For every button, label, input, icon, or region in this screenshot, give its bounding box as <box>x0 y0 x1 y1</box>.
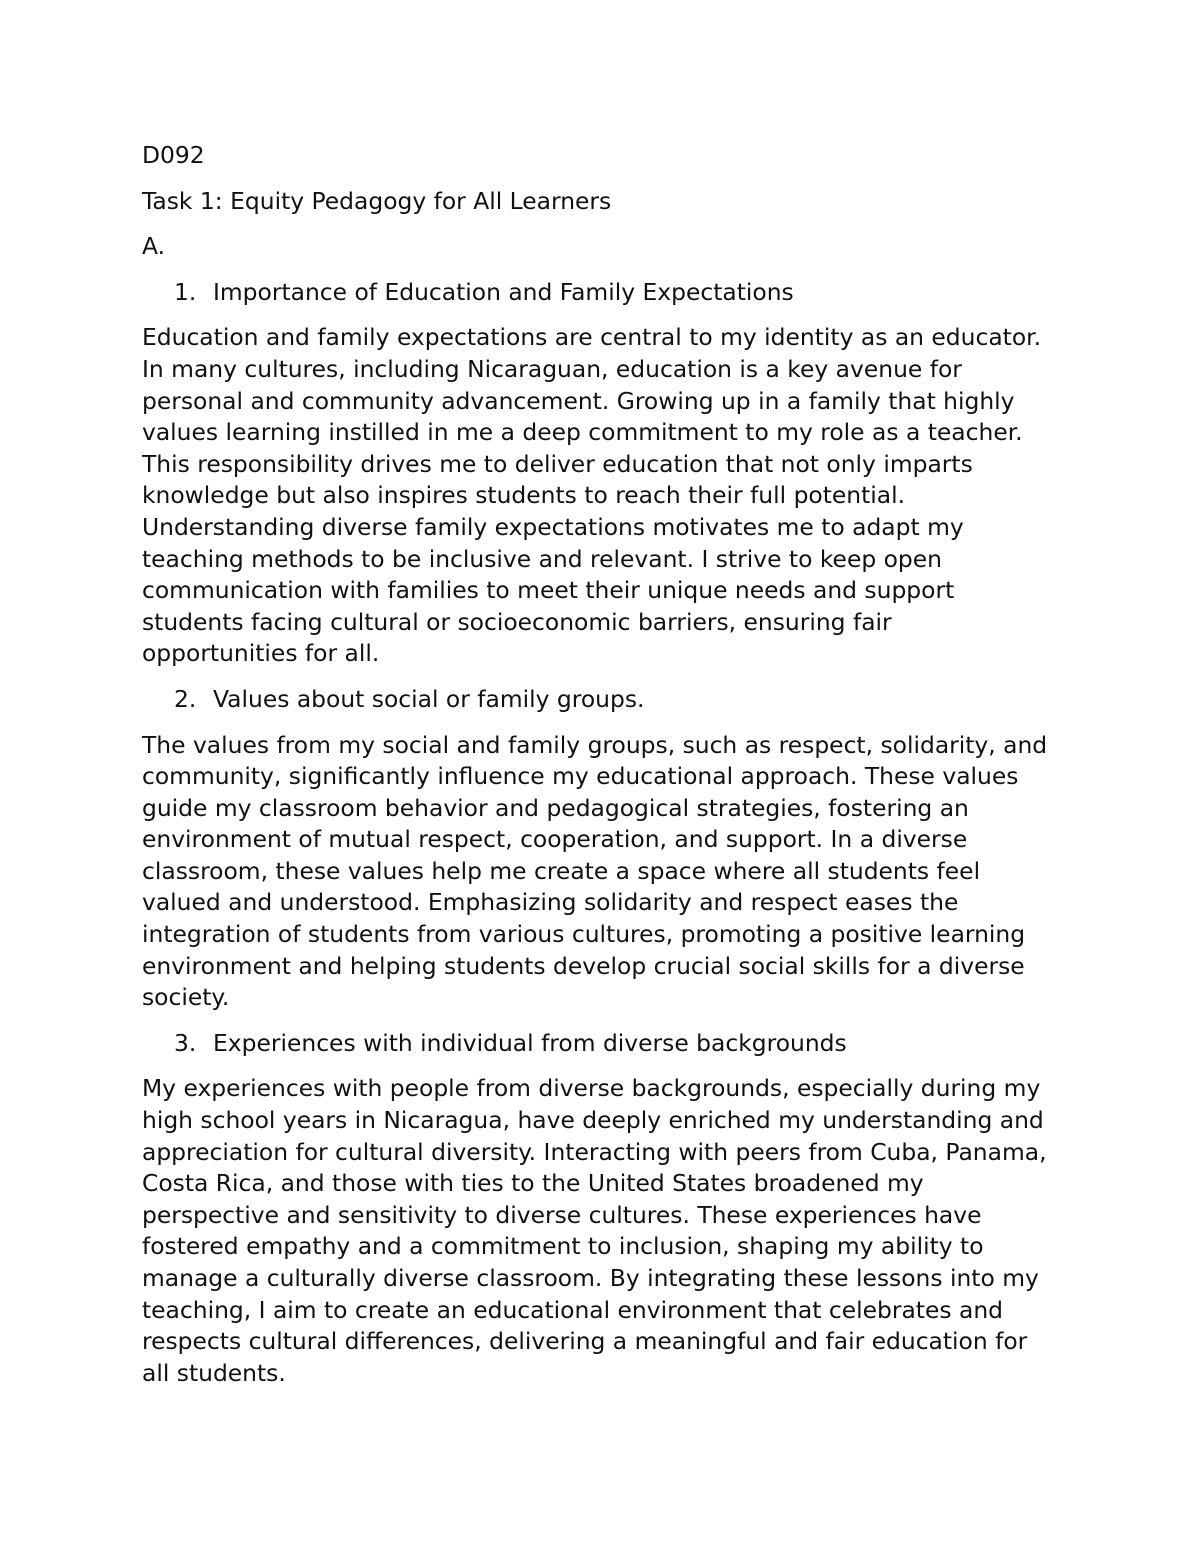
section-heading-text: Importance of Education and Family Expectations <box>213 277 794 306</box>
section-number: 1. <box>174 277 197 306</box>
paragraph-line: integration of students from various cultures, promoting a positive learning <box>142 920 1026 949</box>
paragraph-line: The values from my social and family groups, such as respect, solidarity, and <box>142 730 1048 759</box>
paragraph-line: teaching methods to be inclusive and relevant. I strive to keep open <box>142 544 942 573</box>
paragraph-line: respects cultural differences, delivering a meaningful and fair education for <box>142 1327 1028 1356</box>
paragraph-line: manage a culturally diverse classroom. By integrating these lessons into my <box>142 1264 1039 1292</box>
paragraph-line: students facing cultural or socioeconomic barriers, ensuring fair <box>142 607 892 636</box>
section-label: A. <box>142 232 166 261</box>
paragraph-line: communication with families to meet their unique needs and support <box>142 576 955 605</box>
paragraph-line: appreciation for cultural diversity. Interacting with peers from Cuba, Panama, <box>142 1137 1047 1166</box>
paragraph-line: knowledge but also inspires students to reach their full potential. <box>142 481 906 510</box>
sections-container <box>142 277 1072 1390</box>
section-paragraph-2 <box>142 730 1072 1014</box>
paragraph-line: personal and community advancement. Growing up in a family that highly <box>142 386 1015 415</box>
document-page <box>142 140 1072 1403</box>
paragraph-line: all students. <box>142 1358 286 1387</box>
section-paragraph-3 <box>142 1073 1072 1389</box>
section-number: 3. <box>174 1028 197 1057</box>
paragraph-line: Costa Rica, and those with ties to the United States broadened my <box>142 1169 924 1198</box>
section-number: 2. <box>174 684 197 713</box>
paragraph-line: classroom, these values help me create a space where all students feel <box>142 856 981 885</box>
paragraph-line: fostered empathy and a commitment to inclusion, shaping my ability to <box>142 1232 984 1261</box>
section-heading-2 <box>142 684 1072 716</box>
paragraph-line: environment and helping students develop crucial social skills for a diverse <box>142 951 1025 980</box>
paragraph-line: This responsibility drives me to deliver education that not only imparts <box>142 449 973 478</box>
section-heading-3 <box>142 1028 1072 1060</box>
paragraph-line: opportunities for all. <box>142 639 380 668</box>
paragraph-line: high school years in Nicaragua, have deeply enriched my understanding and <box>142 1106 1044 1135</box>
paragraph-line: guide my classroom behavior and pedagogical strategies, fostering an <box>142 793 969 822</box>
paragraph-line: valued and understood. Emphasizing solidarity and respect eases the <box>142 888 959 917</box>
paragraph-line: Education and family expectations are central to my identity as an educator. <box>142 323 1042 352</box>
paragraph-line: community, significantly influence my educational approach. These values <box>142 762 1019 791</box>
section-heading-1 <box>142 277 1072 309</box>
section-heading-text: Values about social or family groups. <box>213 684 645 713</box>
section-paragraph-1 <box>142 322 1072 670</box>
course-code: D092 <box>142 141 205 169</box>
paragraph-line: teaching, I aim to create an educational environment that celebrates and <box>142 1295 1003 1324</box>
paragraph-line: My experiences with people from diverse backgrounds, especially during my <box>142 1074 1041 1103</box>
paragraph-line: society. <box>142 983 230 1012</box>
paragraph-line: values learning instilled in me a deep commitment to my role as a teacher. <box>142 418 1023 447</box>
section-heading-text: Experiences with individual from diverse backgrounds <box>213 1028 847 1057</box>
paragraph-line: environment of mutual respect, cooperation, and support. In a diverse <box>142 825 968 854</box>
task-title: Task 1: Equity Pedagogy for All Learners <box>142 186 612 215</box>
paragraph-line: In many cultures, including Nicaraguan, education is a key avenue for <box>142 354 962 383</box>
paragraph-line: Understanding diverse family expectations motivates me to adapt my <box>142 512 964 541</box>
paragraph-line: perspective and sensitivity to diverse cultures. These experiences have <box>142 1200 982 1229</box>
